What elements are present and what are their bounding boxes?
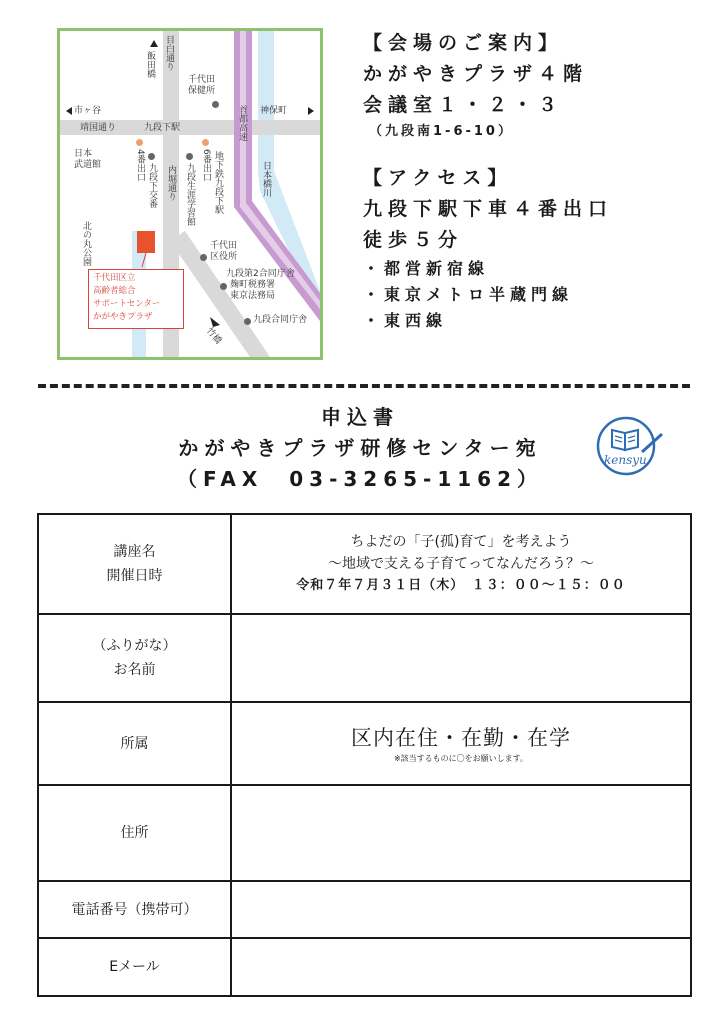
phone-label: 電話番号（携帯可）	[38, 881, 231, 938]
arrow-right-icon	[308, 107, 314, 115]
phone-input-cell[interactable]	[231, 881, 691, 938]
label-kudanshita-station: 九段下駅	[144, 123, 181, 133]
venue-callout-line4: かがやきプラザ	[93, 312, 153, 322]
application-table	[37, 513, 692, 997]
dot-kudan-shogai	[186, 153, 193, 160]
row-affiliation	[38, 702, 691, 785]
row-email	[38, 938, 691, 996]
venue-callout-line2: 高齢者総合	[93, 286, 136, 296]
access-map	[57, 28, 323, 360]
label-ichigaya: 市ヶ谷	[74, 106, 102, 116]
label-kudan2-chosha: 九段第2合同庁舎	[226, 269, 295, 279]
label-kudan-shogai: 九段生涯学習館	[185, 163, 195, 226]
course-label-2: 開催日時	[106, 568, 163, 584]
label-kudan-chosha: 九段合同庁舎	[253, 315, 308, 325]
label-nihonbashigawa: 日本橋川	[261, 161, 271, 197]
access-line-tozai: ・東西線	[363, 311, 448, 330]
venue-info	[363, 28, 713, 334]
label-exit4: 4番出口	[135, 149, 145, 182]
course-title: ちよだの「子(孤)育て」を考えよう	[350, 534, 572, 550]
dot-kuyakusho	[200, 254, 207, 261]
form-fax: （FAX 03-3265-1162）	[176, 467, 544, 491]
label-kojimachi-zeimusho: 麹町税務署	[230, 280, 276, 290]
access-line-hanzomon: ・東京メトロ半蔵門線	[363, 285, 574, 304]
venue-address: （九段南1-6-10）	[369, 124, 514, 139]
cut-line	[38, 384, 690, 388]
label-chikatetsu-kudanshita: 地下鉄九段下駅	[213, 151, 223, 214]
affiliation-label: 所属	[38, 702, 231, 785]
label-kitanomaru: 北の丸公園	[81, 221, 91, 266]
email-input-cell[interactable]	[231, 938, 691, 996]
form-header	[100, 402, 620, 495]
label-kudanshita-koban: 九段下交番	[147, 163, 157, 208]
label-iidabashi: 飯田橋	[145, 51, 155, 78]
label-exit6: 6番出口	[201, 149, 211, 182]
affiliation-value-cell[interactable]	[231, 702, 691, 785]
kensyu-logo	[596, 414, 666, 478]
name-label-furigana: （ふりがな）	[92, 638, 177, 654]
label-chiyoda-hokensho-1: 千代田	[188, 75, 216, 85]
name-input-cell[interactable]	[231, 614, 691, 702]
access-line-shinjuku: ・都営新宿線	[363, 259, 490, 278]
logo-text: kensyu	[604, 453, 647, 467]
venue-callout-line1: 千代田区立	[93, 273, 136, 283]
label-yasukuni-dori: 靖国通り	[80, 123, 117, 133]
arrow-left-icon	[66, 107, 72, 115]
name-label-cell	[38, 614, 231, 702]
label-chiyoda-hokensho-2: 保健所	[188, 86, 216, 96]
venue-name: かがやきプラザ４階	[363, 63, 589, 85]
dot-zeimusho	[220, 283, 227, 290]
dot-koban	[148, 153, 155, 160]
venue-room: 会議室１・２・３	[363, 94, 564, 116]
label-tokyo-homukyoku: 東京法務局	[230, 291, 276, 301]
access-heading: 【アクセス】	[363, 167, 513, 189]
label-takebashi: 竹橋	[203, 326, 224, 347]
form-title: 申込書	[321, 405, 399, 429]
label-shuto-kosoku: 首都高速	[237, 105, 247, 141]
course-date: 令和７年７月３１日（木） １３：００～１５：００	[296, 578, 626, 593]
course-value-cell	[231, 514, 691, 614]
label-chiyoda-kuyakusho-2: 区役所	[210, 252, 238, 262]
label-nihon-2: 武道館	[74, 160, 102, 170]
venue-callout	[88, 269, 184, 329]
venue-marker	[137, 231, 155, 253]
access-station: 九段下駅下車４番出口	[363, 198, 614, 220]
dot-hokensho	[212, 101, 219, 108]
label-chiyoda-kuyakusho-1: 千代田	[210, 241, 238, 251]
address-input-cell[interactable]	[231, 785, 691, 881]
affiliation-note: ※該当するものに〇をお願いします。	[393, 753, 529, 763]
label-nihon-1: 日本	[74, 149, 93, 159]
dot-exit6	[202, 139, 209, 146]
row-name	[38, 614, 691, 702]
affiliation-options[interactable]: 区内在住・在勤・在学	[351, 725, 571, 750]
course-label-cell	[38, 514, 231, 614]
row-phone	[38, 881, 691, 938]
course-subtitle: ～地域で支える子育てってなんだろう？～	[328, 556, 594, 572]
address-label: 住所	[38, 785, 231, 881]
form-recipient: かがやきプラザ研修センター宛	[178, 436, 542, 460]
label-jimbocho: 神保町	[260, 106, 288, 116]
venue-callout-line3: サポートセンター	[93, 299, 161, 309]
name-label: お名前	[113, 662, 156, 678]
access-walk: 徒歩５分	[363, 229, 464, 251]
row-course	[38, 514, 691, 614]
arrow-up-icon	[150, 40, 158, 47]
venue-heading: 【会場のご案内】	[363, 32, 564, 54]
dot-kudan-chosha	[244, 318, 251, 325]
label-uchibori-dori: 内堀通り	[166, 165, 176, 201]
row-address	[38, 785, 691, 881]
label-mejiro-dori: 目白通り	[164, 35, 174, 71]
course-label-1: 講座名	[113, 544, 156, 560]
email-label: Eメール	[38, 938, 231, 996]
dot-exit4	[136, 139, 143, 146]
